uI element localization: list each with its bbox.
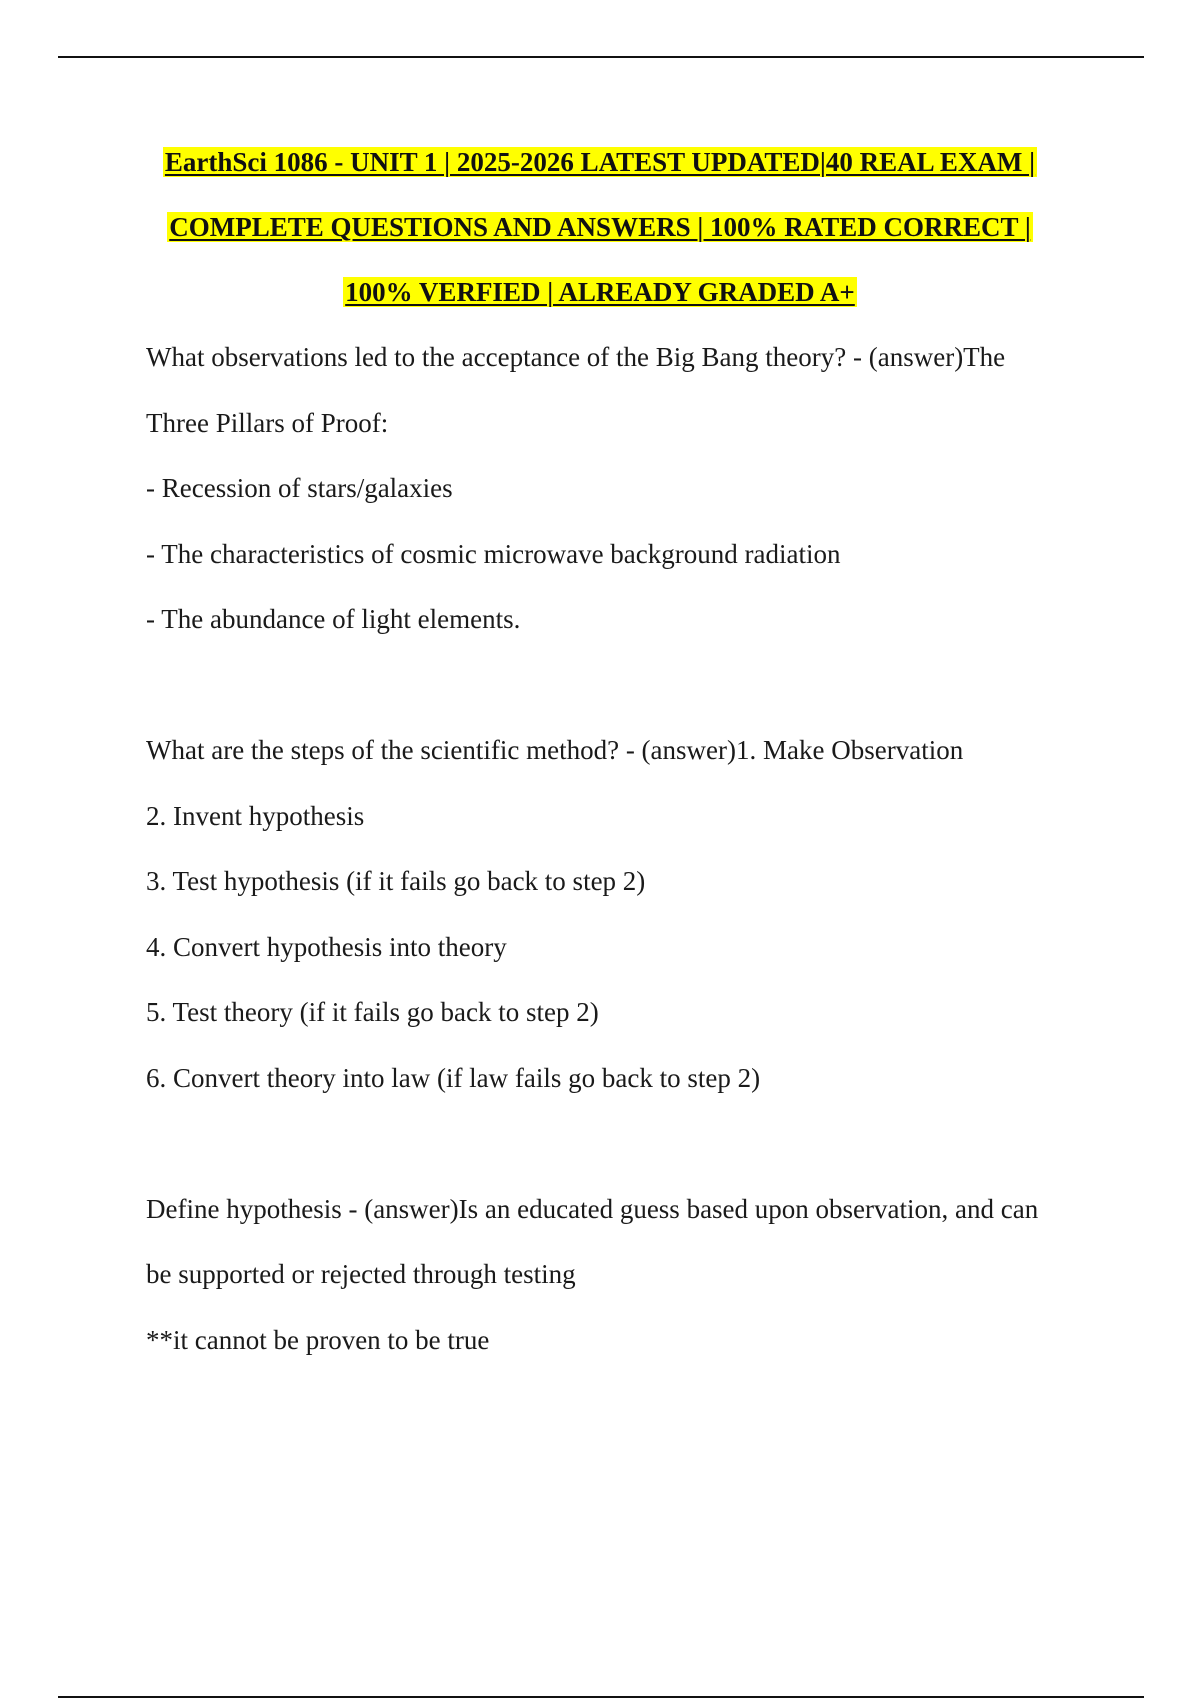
question-text: What observations led to the acceptance of the Big Bang theory? - (answer)The <box>146 342 1006 372</box>
bottom-rule <box>58 1696 1144 1698</box>
answer-line: - The characteristics of cosmic microwave background radiation <box>146 538 841 569</box>
question-block-2 <box>146 718 1106 1111</box>
document-title <box>0 130 1200 325</box>
answer-line: **it cannot be proven to be true <box>146 1324 490 1355</box>
spacer <box>146 653 1106 719</box>
answer-line: 3. Test hypothesis (if it fails go back to step 2) <box>146 866 646 896</box>
answer-line: - Recession of stars/galaxies <box>146 473 453 503</box>
answer-line: - The abundance of light elements. <box>146 604 521 634</box>
title-line-2: COMPLETE QUESTIONS AND ANSWERS | 100% RATED CORRECT | <box>169 212 1031 242</box>
answer-line: 2. Invent hypothesis <box>146 800 365 831</box>
answer-line: be supported or rejected through testing <box>146 1259 576 1289</box>
question-text: What are the steps of the scientific method? - (answer)1. Make Observation <box>146 735 964 765</box>
document-body <box>146 325 1106 1373</box>
question-block-3 <box>146 1177 1106 1374</box>
title-line-3: 100% VERFIED | ALREADY GRADED A+ <box>345 277 855 307</box>
spacer <box>146 1111 1106 1177</box>
answer-line: 5. Test theory (if it fails go back to step 2) <box>146 997 599 1027</box>
top-rule <box>58 56 1144 58</box>
question-text: Define hypothesis - (answer)Is an educated guess based upon observation, and can <box>146 1193 1039 1224</box>
answer-line: 6. Convert theory into law (if law fails go back to step 2) <box>146 1062 761 1093</box>
answer-line: Three Pillars of Proof: <box>146 407 389 438</box>
title-line-1: EarthSci 1086 - UNIT 1 | 2025-2026 LATEST UPDATED|40 REAL EXAM | <box>164 147 1036 177</box>
answer-line: 4. Convert hypothesis into theory <box>146 931 507 962</box>
question-block-1 <box>146 325 1106 653</box>
